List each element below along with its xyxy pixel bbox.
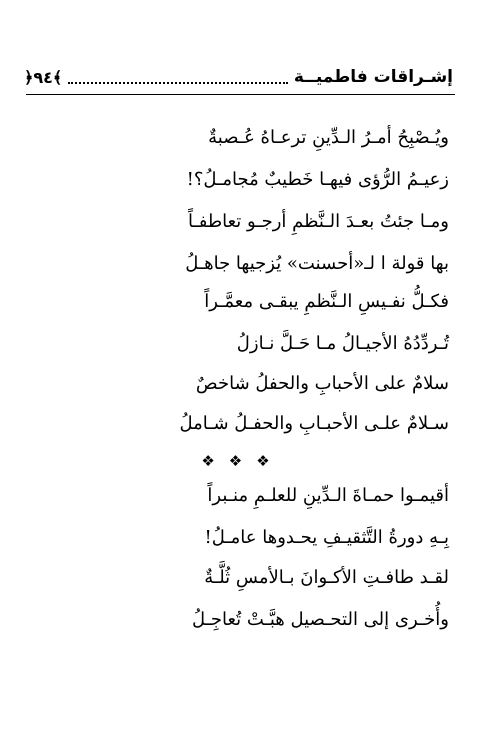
poem-line-3: ومـا جئتُ بعـدَ الـنَّظمِ أرجـو تعاطفـاً: [187, 211, 449, 232]
poem-line-4: بها قولة ا لـ«أحسنت» يُزجيها جاهـلُ: [185, 253, 449, 274]
poem-line-9: أقيمـوا حمـاةَ الـدِّينِ للعلـمِ منـبراً: [207, 485, 449, 506]
running-header: [24, 64, 453, 90]
page-number: ﴿٩٤﴾: [24, 67, 63, 87]
stanza-separator: ❖❖❖: [201, 452, 284, 470]
poem-line-10: بِـهِ دورةُ التَّثقيـفِ يحـدوها عامـلُ!: [204, 527, 449, 548]
dotted-leader: [68, 70, 288, 84]
poem-line-7: سلامٌ على الأحبابِ والحفلُ شاخصٌ: [195, 373, 449, 394]
poem-line-5: فكـلُّ نفـيسِ الـنَّظمِ يبقـى معمَّـراً: [204, 291, 449, 312]
header-rule: [26, 94, 455, 95]
poem-line-2: زعيـمُ الرُّؤى فيهـا خَطيبٌ مُجامـلُ؟!: [186, 169, 449, 190]
poem-line-6: تُـردِّدُهُ الأجيـالُ مـا حَـلَّ نـازلُ: [236, 333, 449, 354]
poem-line-1: ويُـصْبِحُ أمـرُ الـدِّينِ ترعـاهُ عُـصبةٌ: [208, 127, 449, 148]
book-title: إشـراقات فاطميــة: [293, 67, 453, 87]
poem-line-11: لقـد طافـتِ الأكـوانَ بـالأمسِ ثُلَّـةٌ: [204, 567, 449, 588]
poem-line-12: وأُخـرى إلى التحـصيل هبَّـتْ تُعاجِـلُ: [191, 609, 449, 630]
poem-line-8: سـلامٌ علـى الأحبـابِ والحفـلُ شـاملُ: [179, 413, 449, 434]
